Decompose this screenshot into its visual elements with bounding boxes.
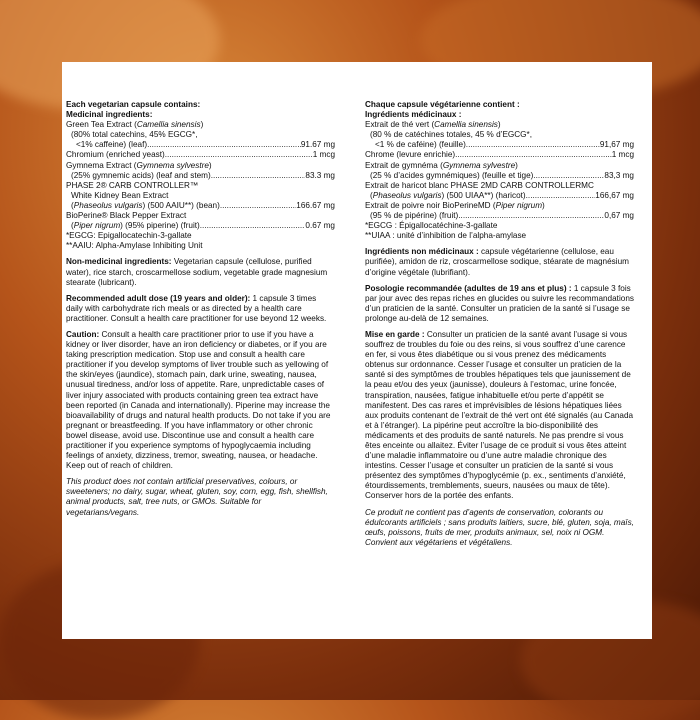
ingredient-line: Extrait de gymnéma ( Gymnema sylvestre ) <box>365 160 518 170</box>
ingredient-line: (25% gymnemic acids) (leaf and stem) ..... 83.3 mg <box>66 171 335 181</box>
dose-paragraph: Recommended adult dose (19 years and older): 1 capsule 3 times daily with carbohydrate rich meals or as directed by a health care practitioner. Consult a health care practitioner for use beyond 12 weeks. <box>66 293 327 323</box>
medicinal-heading: Ingrédients médicinaux : <box>365 110 462 120</box>
ingredient-line: Green Tea Extract ( Camellia sinensis ) <box>66 120 204 130</box>
non-medicinal-paragraph: Non-medicinal ingredients: Vegetarian capsule (cellulose, purified water), rice starch, croscarmellose sodium, vegetable grade magnesium stearate (lubricant). <box>66 257 328 287</box>
caution-paragraph: Caution: Consult a health care practitioner prior to use if you have a kidney or liver disorder, have an iron deficiency or diabetes, or if you are taking prescription medication. Stop use and consult a health care practitioner if you develop symptoms of liver trouble such as yellowing of the skin/eyes (jaundice), stomach pain, dark urine, sweating, nausea, unusual tiredness, and/or loss of appetite. Rare, unpredictable cases of liver injury associated with products containing green tea extract have been reported (in Canada and internationally). Piperine may increase the bioavailability of drugs and natural health products. Do not take if you are pregnant or breastfeeding. If you have inflammatory or other chronic bowel disease, avoid use. Discontinue use and consult a health care practitioner if you experience symptoms of hypoglycaemia including feelings of anxiety, dizziness, tremor, sweating, nausea, or headache. Keep out of reach of children. <box>66 329 331 471</box>
ingredient-line: <1 % de caféine) (feuille) ..... 91,67 mg <box>365 140 634 150</box>
ingredient-line: (Phaseolus vulgaris) (500 UIAA**) (haricot) ..... 166,67 mg <box>365 191 634 201</box>
caution-paragraph: Mise en garde : Consulter un praticien de la santé avant l’usage si vous souffrez de troubles du foie ou des reins, si vous souffrez d’une carence en fer, si vous êtes diabétique ou si vous prenez des médicaments obtenus sur ordonnance. Cesser l’usage et consulter un praticien de la santé si des symptômes de troubles hépatiques tels que jaunissement de la peau et/ou des yeux (jaunisse), douleurs à l’estomac, urine foncée, transpiration, nausées, fatigue inhabituelle et/ou perte d’appétit se manifestent. Des cas rares et imprévisibles de lésions hépatiques liées aux produits contenant de l’extrait de thé vert ont été signalés (au Canada et à l’étranger). La pipérine peut accroître la bio-disponibilité des médicaments et des produits de santé naturels. Ne pas prendre si vous êtes enceinte ou allaitez. Éviter l’usage de ce produit si vous êtes atteint d’une maladie inflammatoire ou d’une autre maladie chronique des intestins. Cesser l’usage et consulter un praticien de la santé si vous présentez des symptômes d’hypoglycémie (p. ex., sentiments d’anxiété, étourdissements, tremblements, sueurs, nausées ou maux de tête). Conserver hors de la portée des enfants. <box>365 329 634 501</box>
allergen-notes: This product does not contain artificial preservatives, colours, or sweeteners; no dairy, sugar, wheat, gluten, soy, corn, egg, fish, shellfish, animal products, salt, tree nuts, or GMOs. Suitable for vegetarians/vegans. <box>66 477 328 517</box>
french-column <box>365 100 634 548</box>
ingredient-line: (80% total catechins, 45% EGCG*, <box>71 130 198 140</box>
ingredient-line: (95 % de pipérine) (fruit) ..... 0,67 mg <box>365 211 634 221</box>
ingredient-line: Extrait de poivre noir BioPerineMD ( Piper nigrum ) <box>365 200 545 210</box>
ingredient-line: Chrome (levure enrichie) ..... 1 mcg <box>365 150 634 160</box>
dose-paragraph: Posologie recommandée (adultes de 19 ans et plus) : 1 capsule 3 fois par jour avec des repas riches en glucides ou suivre les recommandations d’un praticien de la santé. Consulter un praticien de la santé si l’usage se prolonge au-delà de 12 semaines. <box>365 283 634 323</box>
ingredient-line: PHASE 2® CARB CONTROLLER™ <box>66 180 199 190</box>
non-medicinal-paragraph: Ingrédients non médicinaux : capsule végétarienne (cellulose, eau purifiée), amidon de riz, croscarmellose sodique, stéarate de magnésium d’origine végétale (lubrifiant). <box>365 247 629 277</box>
allergen-notes: Ce produit ne contient pas d’agents de conservation, colorants ou édulcorants artificiels ; sans produits laitiers, sucre, blé, gluten, soja, maïs, œufs, poissons, fruits de mer, produits animaux, sel, noix ni OGM. Convient aux végétariens et végétaliens. <box>365 507 634 547</box>
ingredient-line: Chromium (enriched yeast) ..... 1 mcg <box>66 150 335 160</box>
capsule-heading: Chaque capsule végétarienne contient : <box>365 100 520 109</box>
label-panel <box>62 62 652 639</box>
medicinal-heading: Medicinal ingredients: <box>66 110 153 120</box>
footnote: **AAIU: Alpha-Amylase Inhibiting Unit <box>66 241 203 251</box>
ingredient-line: (80 % de catéchines totales, 45 % d’EGCG*, <box>370 130 533 140</box>
ingredient-line: (25 % d’acides gymnémiques) (feuille et tige) ..... 83,3 mg <box>365 171 634 181</box>
ingredient-line: White Kidney Bean Extract <box>71 190 169 200</box>
ingredient-line: Extrait de thé vert ( Camellia sinensis ) <box>365 120 501 130</box>
ingredient-line: (Piper nigrum) (95% piperine) (fruit) ..... 0.67 mg <box>66 221 335 231</box>
footnote: **UIAA : unité d’inhibition de l’alpha-amylase <box>365 231 527 241</box>
capsule-heading: Each vegetarian capsule contains: <box>66 100 201 109</box>
english-column <box>66 100 335 518</box>
ingredient-line: <1% caffeine) (leaf) ..... 91.67 mg <box>66 140 335 150</box>
ingredient-line: BioPerine® Black Pepper Extract <box>66 211 187 221</box>
ingredient-line: (Phaseolus vulgaris) (500 AAIU**) (bean) ..... 166.67 mg <box>66 201 335 211</box>
ingredient-line: Gymnema Extract ( Gymnema sylvestre ) <box>66 160 212 170</box>
ingredient-line: Extrait de haricot blanc PHASE 2MD CARB CONTROLLERMC <box>365 180 594 190</box>
footnote: *EGCG : Épigallocatéchine-3-gallate <box>365 221 498 231</box>
footnote: *EGCG: Epigallocatechin-3-gallate <box>66 231 192 241</box>
